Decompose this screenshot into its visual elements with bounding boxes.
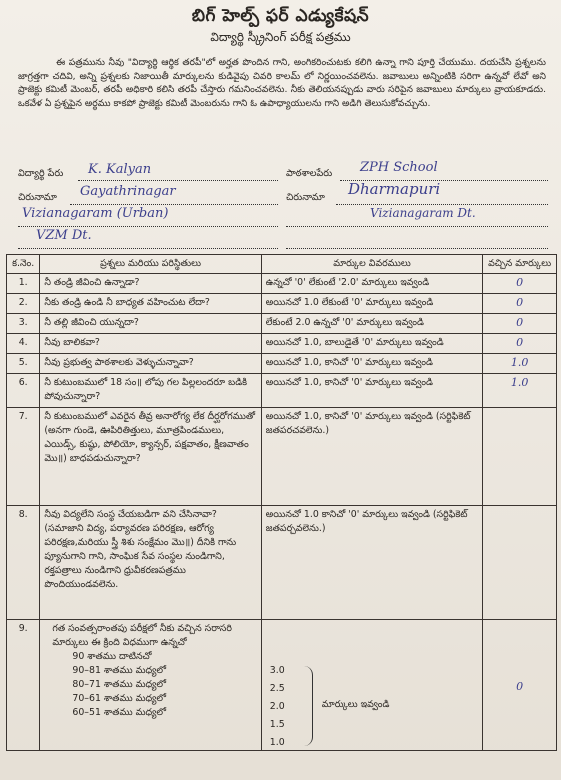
address-row: [18, 192, 57, 205]
row-rule: అయినచో 1.0, కానిచో '0' మార్కులు ఇవ్వండి: [261, 374, 482, 408]
school-address-line-3: [286, 236, 548, 249]
row-mark: 0: [516, 336, 524, 349]
school-address-label: చిరునామా: [286, 192, 325, 203]
brace-icon: [304, 666, 313, 746]
table-row: [7, 294, 557, 314]
address-label: చిరునామా: [18, 192, 57, 203]
row-mark: 0: [516, 316, 524, 329]
row-number: 5.: [7, 354, 40, 374]
header-question: ప్రశ్నలు మరియు పరిస్థితులు: [40, 255, 261, 274]
grade-label: 70–61 శాతము మధ్యలో: [72, 693, 167, 704]
table-row: [7, 374, 557, 408]
row-number: 2.: [7, 294, 40, 314]
row-rule: లేకుంటే 2.0 ఉన్నచో '0' మార్కులు ఇవ్వండి: [261, 314, 482, 334]
grade-label: 80–71 శాతము మధ్యలో: [72, 679, 167, 690]
row-rule: అయినచో 1.0, కానిచో '0' మార్కులు ఇవ్వండి: [261, 354, 482, 374]
row-rule: అయినచో 1.0, కానిచో '0' మార్కులు ఇవ్వండి (సర్టిఫికెట్ జతపరచవలెను.): [261, 408, 482, 506]
row-number: 9.: [7, 620, 40, 751]
table-row: [7, 334, 557, 354]
school-name-value: ZPH School: [360, 160, 438, 175]
row-rule: అయినచో 1.0 లేకుంటే '0' మార్కులు ఇవ్వండి: [261, 294, 482, 314]
row-question: నీవు విద్యలేని సంస్థ చేయబడిగా వని చేసినావా? (సమాజాని విద్య, పర్యావరణ పరిరక్షణ, ఆరోగ్య పరిరక్షణ,మరియు స్త్రీ శిశు సంక్షేమం మొ॥) దీనికి గాను ప్యూనుగాని గాని, సాంఘిక సేవ సంస్థల నుండిగాని, రక్తపత్రాలు నుండిగాని ధ్రువీకరణపత్రము పొందియుండవలెను.: [40, 506, 261, 620]
grade-brace-label: మార్కులు ఇవ్వండి: [321, 699, 390, 710]
row-number: 1.: [7, 274, 40, 294]
screening-table: [6, 254, 557, 751]
header-serial: క.నెం.: [7, 255, 40, 274]
grade-value: 3.0: [269, 665, 285, 676]
row-mark: 0: [516, 276, 524, 289]
grade-list: [44, 650, 256, 720]
row-rule: ఉన్నచో '0' లేకుంటే '2.0' మార్కులు ఇవ్వండి: [261, 274, 482, 294]
school-name-label: పాఠశాలపేరు: [286, 168, 333, 179]
row-mark: 0: [516, 680, 524, 693]
table-row: [7, 274, 557, 294]
page-subtitle: విద్యార్థి స్క్రీనింగ్ పరీక్ష పత్రము: [210, 30, 351, 44]
page-title: బిగ్ హెల్ప్ ఫర్ ఎడ్యుకేషన్: [191, 6, 370, 26]
row-number: 8.: [7, 506, 40, 620]
row-number: 7.: [7, 408, 40, 506]
table-row: [7, 506, 557, 620]
grade-label: 90–81 శాతము మధ్యలో: [72, 665, 167, 676]
header-marks-details: మార్కుల వివరములు: [261, 255, 482, 274]
row-rule: అయినచో 1.0, బాలుడైతే '0' మార్కులు ఇవ్వండి: [261, 334, 482, 354]
row-question: నీవు బాలికవా?: [40, 334, 261, 354]
grade-values-box: [266, 664, 478, 748]
header-marks-obtained: వచ్చిన మార్కులు: [483, 255, 557, 274]
grade-label: 90 శాతము దాటినచో: [72, 651, 152, 662]
row-question: గత సంవత్సరాంతపు పరీక్షలో నీకు వచ్చిన సరాసరి మార్కులు ఈ క్రింది విధముగా ఉన్నచో: [52, 623, 232, 648]
row-rule: అయినచో 1.0 కానిచో '0' మార్కులు ఇవ్వండి (సర్టిఫికెట్ జతపర్చవలెను.): [261, 506, 482, 620]
table-header-row: [7, 255, 557, 274]
address-value-1: Gayathrinagar: [80, 184, 176, 199]
row-number: 4.: [7, 334, 40, 354]
row-question: నీ తండ్రి జీవించి ఉన్నాడా?: [40, 274, 261, 294]
grade-value: 2.5: [269, 683, 285, 694]
row-question: నీ తల్లి జీవించి యున్నదా?: [40, 314, 261, 334]
student-name-row: [18, 168, 63, 181]
row-question: నీవు ప్రభుత్వ పాఠశాలకు వెళ్ళుచున్నావా?: [40, 354, 261, 374]
student-name-label: విద్యార్థి పేరు: [18, 168, 64, 179]
row-question: నీకు తండ్రి ఉండి నీ బాధ్యత వహించుట లేదా?: [40, 294, 261, 314]
school-address-row: [286, 192, 325, 205]
row-mark: 1.0: [510, 376, 529, 389]
school-address-value-2: Vizianagaram Dt.: [370, 206, 476, 220]
row-question: నీ కుటుంబములో 18 సం॥ లోపు గల పిల్లలందరూ బడికి పోవుచున్నారా?: [40, 374, 261, 408]
grade-value: 2.0: [269, 701, 285, 712]
row-mark: 1.0: [510, 356, 529, 369]
grade-value: 1.5: [269, 719, 285, 730]
row-mark: 0: [516, 296, 524, 309]
table-row: [7, 354, 557, 374]
table-row: [7, 408, 557, 506]
row-number: 6.: [7, 374, 40, 408]
grade-value: 1.0: [269, 737, 285, 748]
instructions-paragraph: ఈ పత్రమును నీవు "విద్యార్థి ఆర్థిక తరపీ"లో అర్హత పొందిన గాని, అంగికరించుటకు కలిగి ఉన్నా గాని పూర్తి చేయుము. దయచేసి ప్రశ్నలను జాగ్రత్తగా చదివి, అన్ని ప్రశ్నలకు నిజాయితీ మార్కులను కుడివైపు చివరి కాలమ్ లో నిర్ణయించవలెను. జవాబులు అన్నింటికి సరిగా ఉన్నవో లేవో అని ప్రాజెక్టు కమిటీ మెంబర్, తరపీ అధికారి కలిసి తరపీ చేస్తారు గమనించవలెను. నీకు తెలియనప్పుడు వారు సరిపైన జవాబులు మార్కులు వ్రాయకూడదు. ఒకవేళ ఏ ప్రశ్నపైన అర్థము కాకపో ప్రాజెక్టు కమిటీ మెంబరును గాని ఓ ఉపాధ్యాయులను గాని అడిగి తెలుసుకోవచ్చును.: [18, 57, 546, 109]
address-value-2: Vizianagaram (Urban): [22, 206, 169, 221]
student-name-value: K. Kalyan: [88, 162, 152, 177]
row-number: 3.: [7, 314, 40, 334]
table-row: [7, 314, 557, 334]
table-row: [7, 620, 557, 751]
grade-label: 60–51 శాతము మధ్యలో: [72, 707, 167, 718]
school-name-row: [286, 168, 332, 181]
row-question: నీ కుటుంబములో ఎవరైన తీవ్ర అనారోగ్య లేక దీర్ఘరోగముతో (అనగా గుండె, ఊపిరితిత్తులు, మూత్రపిండములు, ఎయిడ్స్, కుష్ఠు, పోలియో, క్యాన్సర్, పక్షవాతం, క్షీణవాతం మొ॥) బాధపడుచున్నారా?: [40, 408, 261, 506]
address-value-3: VZM Dt.: [36, 228, 92, 243]
school-address-value-1: Dharmapuri: [348, 180, 441, 198]
